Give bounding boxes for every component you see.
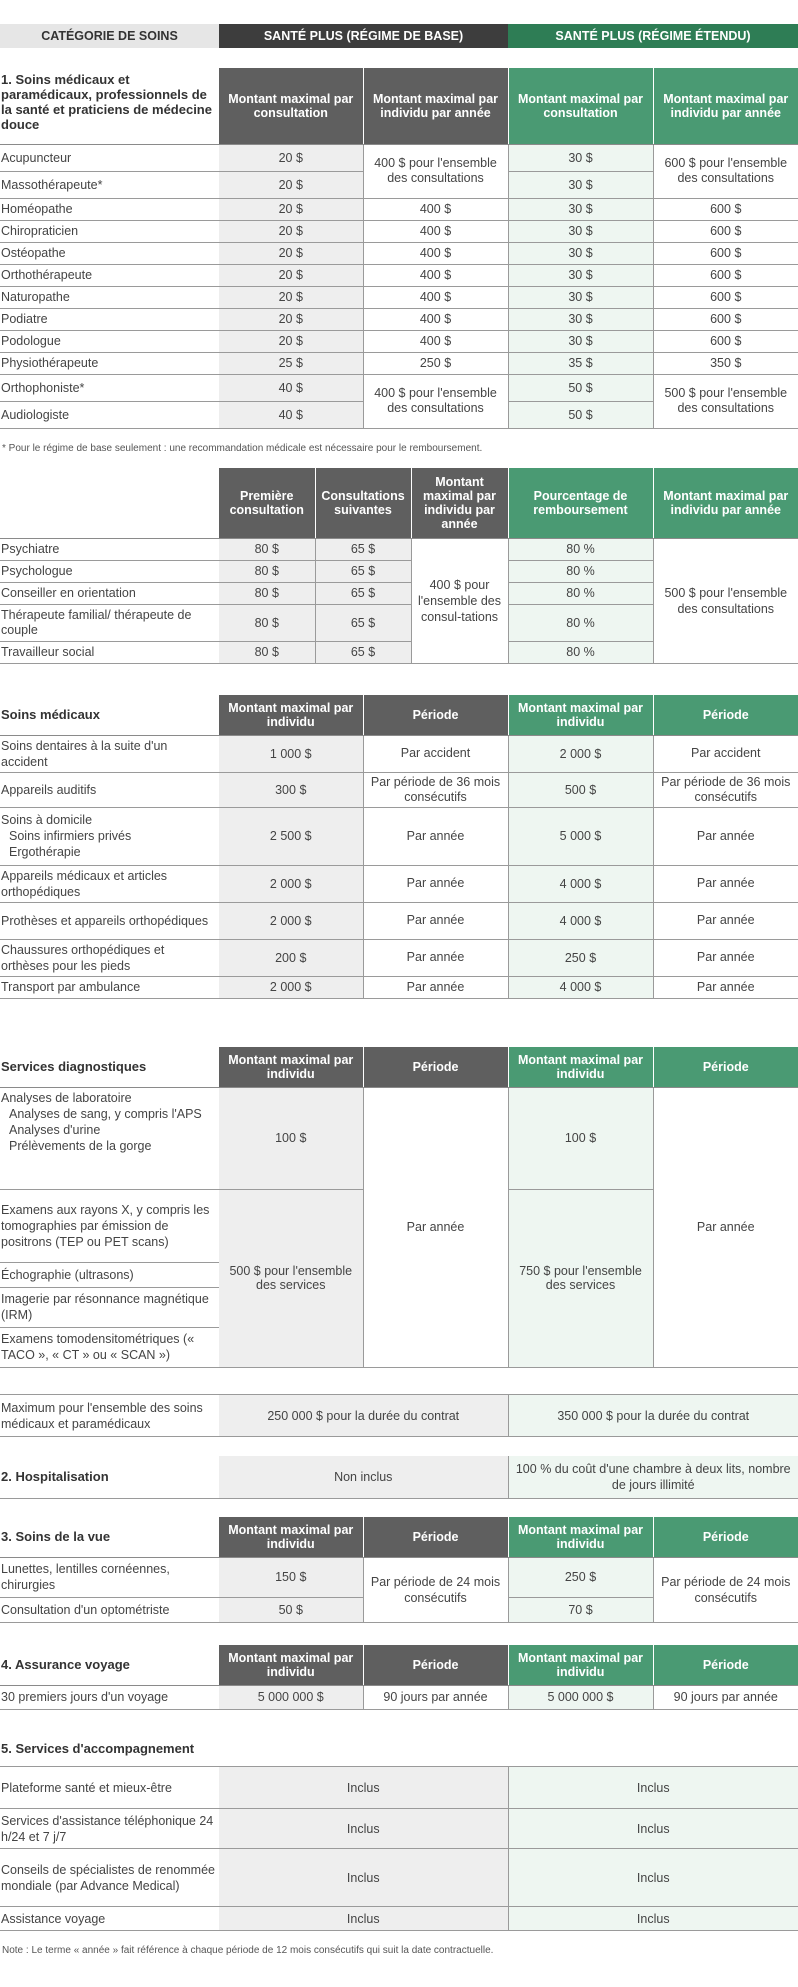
ext-period: Par année bbox=[653, 976, 798, 998]
diag-base-period: Par année bbox=[363, 1087, 508, 1367]
service-base: Inclus bbox=[219, 1767, 508, 1809]
practitioner-name: Homéopathe bbox=[0, 198, 219, 220]
col-header: Période bbox=[363, 1645, 508, 1685]
base-per-visit: 25 $ bbox=[219, 352, 363, 374]
service-ext: Inclus bbox=[508, 1849, 798, 1907]
ext-per-visit: 50 $ bbox=[508, 374, 653, 401]
section-diagnostics-table bbox=[0, 1047, 798, 1368]
reimbursement-percent: 80 % bbox=[508, 582, 653, 604]
ext-per-visit: 30 $ bbox=[508, 198, 653, 220]
travel-title: 4. Assurance voyage bbox=[0, 1645, 219, 1685]
imaging-ext-amount: 750 $ pour l'ensemble des services bbox=[508, 1189, 653, 1367]
travel-ext-period: 90 jours par année bbox=[653, 1685, 798, 1709]
base-amount: 2 500 $ bbox=[219, 807, 363, 865]
practitioner-name: Psychiatre bbox=[0, 538, 219, 560]
base-amount: 300 $ bbox=[219, 772, 363, 807]
support-title: 5. Services d'accompagnement bbox=[1, 1741, 195, 1756]
max-coverage-table bbox=[0, 1394, 798, 1437]
col-header: Période bbox=[653, 1645, 798, 1685]
base-period: Par année bbox=[363, 902, 508, 939]
service-name: Plateforme santé et mieux-être bbox=[0, 1767, 219, 1809]
base-per-visit: 20 $ bbox=[219, 308, 363, 330]
base-per-visit: 20 $ bbox=[219, 330, 363, 352]
reimbursement-percent: 80 % bbox=[508, 641, 653, 663]
care-subitem: Soins infirmiers privés bbox=[9, 829, 132, 843]
service-ext: Inclus bbox=[508, 1767, 798, 1809]
section-1-title: 1. Soins médicaux et paramédicaux, professionnels de la santé et praticiens de médecine douce bbox=[0, 68, 219, 144]
col-header: Montant maximal par individu bbox=[219, 1047, 363, 1087]
hospital-ext: 100 % du coût d'une chambre à deux lits, nombre de jours illimité bbox=[508, 1456, 798, 1498]
lab-item: Prélèvements de la gorge bbox=[9, 1138, 152, 1153]
next-visits: 65 $ bbox=[315, 538, 411, 560]
practitioner-name: Psychologue bbox=[0, 560, 219, 582]
base-annual: 400 $ bbox=[363, 330, 508, 352]
base-period: Par année bbox=[363, 807, 508, 865]
lab-title: Analyses de laboratoire bbox=[1, 1090, 132, 1105]
care-subitem: Ergothérapie bbox=[9, 845, 81, 859]
support-table bbox=[0, 1766, 798, 1931]
base-annual-shared: 400 $ pour l'ensemble des consultations bbox=[363, 144, 508, 198]
base-annual: 400 $ bbox=[363, 220, 508, 242]
base-annual: 400 $ bbox=[363, 198, 508, 220]
base-annual: 400 $ bbox=[363, 264, 508, 286]
care-item: Chaussures orthopédiques et orthèses pour les pieds bbox=[0, 939, 219, 976]
base-annual-shared: 400 $ pour l'ensemble des consul-tations bbox=[411, 538, 508, 663]
ext-period: Par accident bbox=[653, 735, 798, 772]
lab-ext-amount: 100 $ bbox=[508, 1087, 653, 1189]
col-header: Montant maximal par individu par année bbox=[363, 68, 508, 144]
glasses-base: 150 $ bbox=[219, 1557, 363, 1597]
base-amount: 200 $ bbox=[219, 939, 363, 976]
ext-amount: 4 000 $ bbox=[508, 865, 653, 902]
travel-table bbox=[0, 1645, 798, 1710]
optometrist-base: 50 $ bbox=[219, 1597, 363, 1622]
col-header: Montant maximal par individu par année bbox=[411, 468, 508, 538]
base-amount: 1 000 $ bbox=[219, 735, 363, 772]
practitioner-name: Naturopathe bbox=[0, 286, 219, 308]
ext-annual-shared: 600 $ pour l'ensemble des consultations bbox=[653, 144, 798, 198]
lab-analysis-label bbox=[0, 1087, 219, 1189]
travel-label: 30 premiers jours d'un voyage bbox=[0, 1685, 219, 1709]
col-header: Montant maximal par consultation bbox=[219, 68, 363, 144]
vision-table bbox=[0, 1517, 798, 1623]
practitioner-name: Acupuncteur bbox=[0, 144, 219, 171]
section-medical-table bbox=[0, 695, 798, 999]
col-header: Montant maximal par individu bbox=[219, 695, 363, 735]
reimbursement-percent: 80 % bbox=[508, 538, 653, 560]
ext-annual: 600 $ bbox=[653, 308, 798, 330]
ext-amount: 5 000 $ bbox=[508, 807, 653, 865]
practitioner-name: Podiatre bbox=[0, 308, 219, 330]
practitioner-name: Conseiller en orientation bbox=[0, 582, 219, 604]
service-ext: Inclus bbox=[508, 1809, 798, 1849]
care-item-title: Soins à domicile bbox=[1, 813, 93, 827]
ext-period: Par année bbox=[653, 939, 798, 976]
category-header: CATÉGORIE DE SOINS bbox=[0, 24, 219, 48]
hospital-title: 2. Hospitalisation bbox=[0, 1456, 219, 1498]
diag-ext-period: Par année bbox=[653, 1087, 798, 1367]
footnote: Note : Le terme « année » fait référence à chaque période de 12 mois consécutifs qui suit la date contractuelle. bbox=[2, 1945, 494, 1956]
ext-annual: 600 $ bbox=[653, 198, 798, 220]
ext-annual: 600 $ bbox=[653, 242, 798, 264]
service-base: Inclus bbox=[219, 1849, 508, 1907]
ext-amount: 2 000 $ bbox=[508, 735, 653, 772]
col-header: Période bbox=[363, 1517, 508, 1557]
base-annual-shared: 400 $ pour l'ensemble des consultations bbox=[363, 374, 508, 428]
col-header: Montant maximal par individu bbox=[219, 1517, 363, 1557]
col-header: Montant maximal par individu par année bbox=[653, 68, 798, 144]
vision-title: 3. Soins de la vue bbox=[0, 1517, 219, 1557]
col-header: Montant maximal par consultation bbox=[508, 68, 653, 144]
service-name: Conseils de spécialistes de renommée mondiale (par Advance Medical) bbox=[0, 1849, 219, 1907]
practitioner-name: Ostéopathe bbox=[0, 242, 219, 264]
base-per-visit: 20 $ bbox=[219, 286, 363, 308]
base-annual: 400 $ bbox=[363, 286, 508, 308]
practitioner-name: Orthophoniste* bbox=[0, 374, 219, 401]
col-header: Période bbox=[653, 1047, 798, 1087]
glasses-label: Lunettes, lentilles cornéennes, chirurgies bbox=[0, 1557, 219, 1597]
top-header bbox=[0, 24, 798, 48]
col-header: Montant maximal par individu bbox=[219, 1645, 363, 1685]
hospital-table bbox=[0, 1456, 798, 1499]
ext-annual: 600 $ bbox=[653, 220, 798, 242]
service-ext: Inclus bbox=[508, 1907, 798, 1931]
care-item: Appareils auditifs bbox=[0, 772, 219, 807]
practitioner-name: Podologue bbox=[0, 330, 219, 352]
practitioner-name: Chiropraticien bbox=[0, 220, 219, 242]
lab-item: Analyses d'urine bbox=[9, 1122, 101, 1137]
base-period: Par période de 36 mois consécutifs bbox=[363, 772, 508, 807]
service-name: Services d'assistance téléphonique 24 h/24 et 7 j/7 bbox=[0, 1809, 219, 1849]
lab-item: Analyses de sang, y compris l'APS bbox=[9, 1106, 202, 1121]
ext-per-visit: 30 $ bbox=[508, 330, 653, 352]
section-1b-table bbox=[0, 468, 798, 664]
travel-base-period: 90 jours par année bbox=[363, 1685, 508, 1709]
first-visit: 80 $ bbox=[219, 604, 315, 641]
practitioner-name: Orthothérapeute bbox=[0, 264, 219, 286]
ext-amount: 4 000 $ bbox=[508, 976, 653, 998]
ext-amount: 250 $ bbox=[508, 939, 653, 976]
col-header: Période bbox=[363, 1047, 508, 1087]
ext-annual-shared: 500 $ pour l'ensemble des consultations bbox=[653, 374, 798, 428]
lab-base-amount: 100 $ bbox=[219, 1087, 363, 1189]
ext-per-visit: 30 $ bbox=[508, 171, 653, 198]
col-header: Consultations suivantes bbox=[315, 468, 411, 538]
mri-label: Imagerie par résonnance magnétique (IRM) bbox=[0, 1287, 219, 1327]
ext-annual-shared: 500 $ pour l'ensemble des consultations bbox=[653, 538, 798, 663]
section-1-note: * Pour le régime de base seulement : une recommandation médicale est nécessaire pour le remboursement. bbox=[2, 443, 483, 454]
care-item: Prothèses et appareils orthopédiques bbox=[0, 902, 219, 939]
imaging-base-amount: 500 $ pour l'ensemble des services bbox=[219, 1189, 363, 1367]
max-ext: 350 000 $ pour la durée du contrat bbox=[508, 1395, 798, 1437]
ext-per-visit: 30 $ bbox=[508, 220, 653, 242]
base-amount: 2 000 $ bbox=[219, 976, 363, 998]
base-annual: 400 $ bbox=[363, 308, 508, 330]
col-header: Période bbox=[653, 695, 798, 735]
service-base: Inclus bbox=[219, 1907, 508, 1931]
ext-amount: 4 000 $ bbox=[508, 902, 653, 939]
care-item: Soins dentaires à la suite d'un accident bbox=[0, 735, 219, 772]
first-visit: 80 $ bbox=[219, 641, 315, 663]
first-visit: 80 $ bbox=[219, 538, 315, 560]
col-header: Période bbox=[653, 1517, 798, 1557]
col-header: Pourcentage de remboursement bbox=[508, 468, 653, 538]
ext-per-visit: 35 $ bbox=[508, 352, 653, 374]
ext-annual: 350 $ bbox=[653, 352, 798, 374]
ext-annual: 600 $ bbox=[653, 286, 798, 308]
ext-period: Par année bbox=[653, 807, 798, 865]
base-plan-header: SANTÉ PLUS (RÉGIME DE BASE) bbox=[219, 24, 508, 48]
service-base: Inclus bbox=[219, 1809, 508, 1849]
ext-per-visit: 30 $ bbox=[508, 286, 653, 308]
ultrasound-label: Échographie (ultrasons) bbox=[0, 1262, 219, 1287]
ext-annual: 600 $ bbox=[653, 330, 798, 352]
section-diagnostics-title: Services diagnostiques bbox=[0, 1047, 219, 1087]
base-per-visit: 40 $ bbox=[219, 401, 363, 428]
ext-per-visit: 30 $ bbox=[508, 144, 653, 171]
section-medical-title: Soins médicaux bbox=[0, 695, 219, 735]
hospital-base: Non inclus bbox=[219, 1456, 508, 1498]
service-name: Assistance voyage bbox=[0, 1907, 219, 1931]
glasses-ext: 250 $ bbox=[508, 1557, 653, 1597]
travel-ext-amount: 5 000 000 $ bbox=[508, 1685, 653, 1709]
ext-period: Par année bbox=[653, 902, 798, 939]
ext-per-visit: 30 $ bbox=[508, 308, 653, 330]
section-1-table bbox=[0, 68, 798, 429]
max-base: 250 000 $ pour la durée du contrat bbox=[219, 1395, 508, 1437]
max-label: Maximum pour l'ensemble des soins médicaux et paramédicaux bbox=[0, 1395, 219, 1437]
first-visit: 80 $ bbox=[219, 582, 315, 604]
base-amount: 2 000 $ bbox=[219, 865, 363, 902]
ext-per-visit: 50 $ bbox=[508, 401, 653, 428]
optometrist-label: Consultation d'un optométriste bbox=[0, 1597, 219, 1622]
next-visits: 65 $ bbox=[315, 641, 411, 663]
first-visit: 80 $ bbox=[219, 560, 315, 582]
base-per-visit: 40 $ bbox=[219, 374, 363, 401]
col-header: Période bbox=[363, 695, 508, 735]
care-item: Appareils médicaux et articles orthopédiques bbox=[0, 865, 219, 902]
vision-base-period: Par période de 24 mois consécutifs bbox=[363, 1557, 508, 1622]
col-header: Première consultation bbox=[219, 468, 315, 538]
ext-amount: 500 $ bbox=[508, 772, 653, 807]
next-visits: 65 $ bbox=[315, 560, 411, 582]
practitioner-name: Audiologiste bbox=[0, 401, 219, 428]
practitioner-name: Massothérapeute* bbox=[0, 171, 219, 198]
care-item bbox=[0, 807, 219, 865]
next-visits: 65 $ bbox=[315, 582, 411, 604]
xray-label: Examens aux rayons X, y compris les tomographies par émission de positrons (TEP ou PET scans) bbox=[0, 1189, 219, 1262]
travel-base-amount: 5 000 000 $ bbox=[219, 1685, 363, 1709]
base-per-visit: 20 $ bbox=[219, 198, 363, 220]
ext-annual: 600 $ bbox=[653, 264, 798, 286]
blank-header bbox=[0, 468, 219, 538]
base-per-visit: 20 $ bbox=[219, 264, 363, 286]
ct-label: Examens tomodensitométriques (« TACO », « CT » ou « SCAN ») bbox=[0, 1327, 219, 1367]
base-period: Par accident bbox=[363, 735, 508, 772]
col-header: Montant maximal par individu par année bbox=[653, 468, 798, 538]
ext-period: Par année bbox=[653, 865, 798, 902]
base-per-visit: 20 $ bbox=[219, 144, 363, 171]
reimbursement-percent: 80 % bbox=[508, 604, 653, 641]
base-period: Par année bbox=[363, 865, 508, 902]
base-period: Par année bbox=[363, 939, 508, 976]
reimbursement-percent: 80 % bbox=[508, 560, 653, 582]
base-period: Par année bbox=[363, 976, 508, 998]
next-visits: 65 $ bbox=[315, 604, 411, 641]
optometrist-ext: 70 $ bbox=[508, 1597, 653, 1622]
col-header: Montant maximal par individu bbox=[508, 1517, 653, 1557]
care-item: Transport par ambulance bbox=[0, 976, 219, 998]
base-annual: 250 $ bbox=[363, 352, 508, 374]
practitioner-name: Thérapeute familial/ thérapeute de couple bbox=[0, 604, 219, 641]
base-amount: 2 000 $ bbox=[219, 902, 363, 939]
col-header: Montant maximal par individu bbox=[508, 1645, 653, 1685]
ext-period: Par période de 36 mois consécutifs bbox=[653, 772, 798, 807]
extended-plan-header: SANTÉ PLUS (RÉGIME ÉTENDU) bbox=[508, 24, 798, 48]
base-per-visit: 20 $ bbox=[219, 171, 363, 198]
col-header: Montant maximal par individu bbox=[508, 695, 653, 735]
vision-ext-period: Par période de 24 mois consécutifs bbox=[653, 1557, 798, 1622]
base-per-visit: 20 $ bbox=[219, 220, 363, 242]
base-per-visit: 20 $ bbox=[219, 242, 363, 264]
base-annual: 400 $ bbox=[363, 242, 508, 264]
ext-per-visit: 30 $ bbox=[508, 242, 653, 264]
practitioner-name: Travailleur social bbox=[0, 641, 219, 663]
col-header: Montant maximal par individu bbox=[508, 1047, 653, 1087]
ext-per-visit: 30 $ bbox=[508, 264, 653, 286]
practitioner-name: Physiothérapeute bbox=[0, 352, 219, 374]
